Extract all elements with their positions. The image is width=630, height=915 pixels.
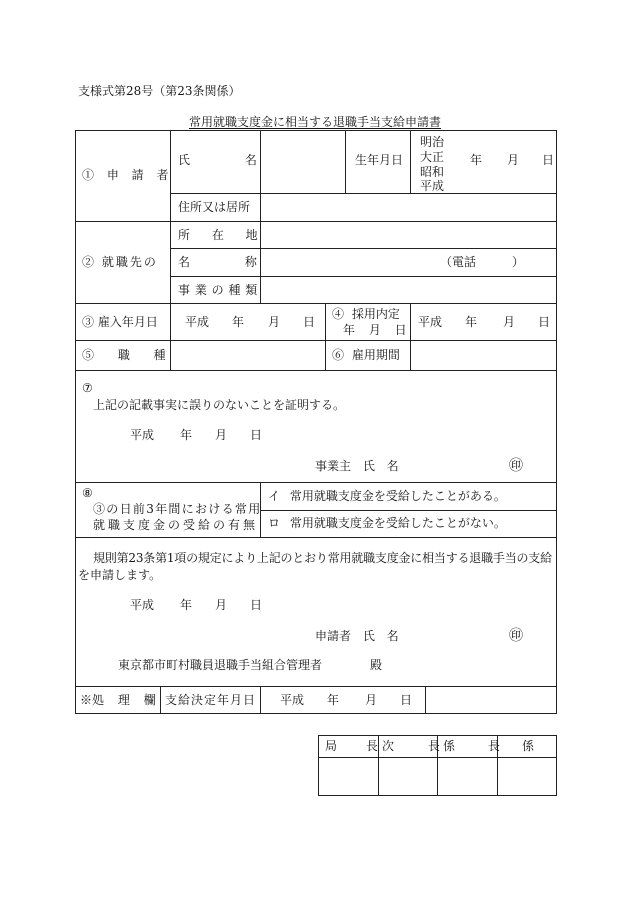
- employer-seal-mark: ㊞: [509, 458, 523, 474]
- addressee: 東京都市町村職員退職手当組合管理者: [118, 658, 323, 672]
- employment-period-field: [410, 340, 557, 371]
- decision-date-label: 支給決定年月日: [165, 693, 257, 707]
- decision-date-month-unit: 月: [365, 693, 378, 707]
- hire-date-era: 平成: [185, 315, 210, 329]
- certification-year-unit: 年: [180, 428, 193, 442]
- offer-date-year-unit: 年: [465, 315, 478, 329]
- offer-date-label-units: 年 月 日: [343, 323, 407, 337]
- applicant-seal-mark: ㊞: [509, 628, 523, 644]
- hire-date-day-unit: 日: [303, 315, 316, 329]
- offer-date-label: ④ 採用内定: [332, 307, 400, 321]
- option-received: イ 常用就職支度金を受給したことがある。: [268, 489, 506, 503]
- certification-statement: 上記の記載事実に誤りのないことを証明する。: [93, 398, 346, 412]
- employer-location-label: 所 在 地: [178, 228, 258, 242]
- offer-date-day-unit: 日: [538, 315, 551, 329]
- processing-label: ※処 理 欄: [80, 693, 156, 707]
- address-field: [260, 193, 557, 222]
- job-type-field: [170, 340, 326, 371]
- employer-location-field: [260, 221, 557, 249]
- birthdate-day-unit: 日: [542, 153, 555, 167]
- certification-day-unit: 日: [250, 428, 263, 442]
- certification-era: 平成: [130, 428, 155, 442]
- business-type-label: 事 業 の 種 類: [178, 283, 258, 297]
- application-statement-line2: を申請します。: [78, 568, 162, 582]
- approval-stamp-director: [318, 757, 379, 796]
- processing-blank-cell: [425, 686, 557, 714]
- approval-chief-label: 係 長: [443, 739, 500, 753]
- decision-date-day-unit: 日: [400, 693, 413, 707]
- decision-date-year-unit: 年: [327, 693, 340, 707]
- applicant-section-label: ① 申 請 者: [82, 168, 169, 182]
- approval-stamp-chief: [437, 757, 498, 796]
- approval-director-label: 局 長: [325, 739, 378, 753]
- addressee-honorific: 殿: [370, 658, 383, 672]
- title-row: [0, 111, 630, 130]
- application-month-unit: 月: [215, 598, 228, 612]
- approval-deputy-label: 次 長: [382, 739, 440, 753]
- approval-staff-label: 係: [522, 739, 535, 753]
- approval-stamp-deputy: [378, 757, 438, 796]
- approval-stamp-staff: [497, 757, 557, 796]
- era-heisei: 平成: [420, 179, 445, 193]
- prior-benefit-label-line1: ③の日前3年間における常用: [93, 502, 262, 516]
- application-era: 平成: [130, 598, 155, 612]
- certification-month-unit: 月: [215, 428, 228, 442]
- era-showa: 昭和: [420, 165, 445, 179]
- prior-benefit-label-line2: 就職支度金の受給の有無: [93, 518, 259, 532]
- employer-signer-label: 事業主 氏 名: [315, 459, 399, 473]
- form-number: 支様式第28号（第23条関係）: [78, 84, 241, 98]
- era-meiji: 明治: [420, 135, 445, 149]
- decision-date-era: 平成: [280, 693, 305, 707]
- business-type-field: [260, 276, 557, 304]
- employer-phone-label: （電話 ）: [440, 255, 525, 269]
- employer-section-label: ② 就職先の: [82, 255, 158, 269]
- employment-period-label: ⑥ 雇用期間: [332, 348, 400, 362]
- birthdate-year-unit: 年: [470, 153, 483, 167]
- birthdate-month-unit: 月: [507, 153, 520, 167]
- hire-date-month-unit: 月: [268, 315, 281, 329]
- applicant-signer-label: 申請者 氏 名: [315, 629, 399, 643]
- applicant-name-label: 氏 名: [178, 153, 257, 167]
- hire-date-label: ③ 雇入年月日: [82, 315, 158, 329]
- era-taisho: 大正: [420, 150, 445, 164]
- prior-benefit-number: ⑧: [82, 486, 93, 500]
- application-day-unit: 日: [250, 598, 263, 612]
- offer-date-month-unit: 月: [503, 315, 516, 329]
- hire-date-year-unit: 年: [232, 315, 245, 329]
- certification-number: ⑦: [82, 381, 93, 395]
- birthdate-label: 生年月日: [355, 153, 404, 167]
- address-label: 住所又は居所: [178, 200, 251, 214]
- application-statement-line1: 規則第23条第1項の規定により上記のとおり常用就職支度金に相当する退職手当の支給: [93, 551, 552, 565]
- offer-date-era: 平成: [418, 315, 443, 329]
- employer-name-label: 名 称: [178, 255, 257, 269]
- option-not-received: ロ 常用就職支度金を受給したことがない。: [268, 516, 506, 530]
- form-title: 常用就職支度金に相当する退職手当支給申請書: [188, 115, 441, 129]
- applicant-name-field: [260, 130, 346, 194]
- application-year-unit: 年: [180, 598, 193, 612]
- job-type-label: ⑤ 職 種: [82, 348, 166, 362]
